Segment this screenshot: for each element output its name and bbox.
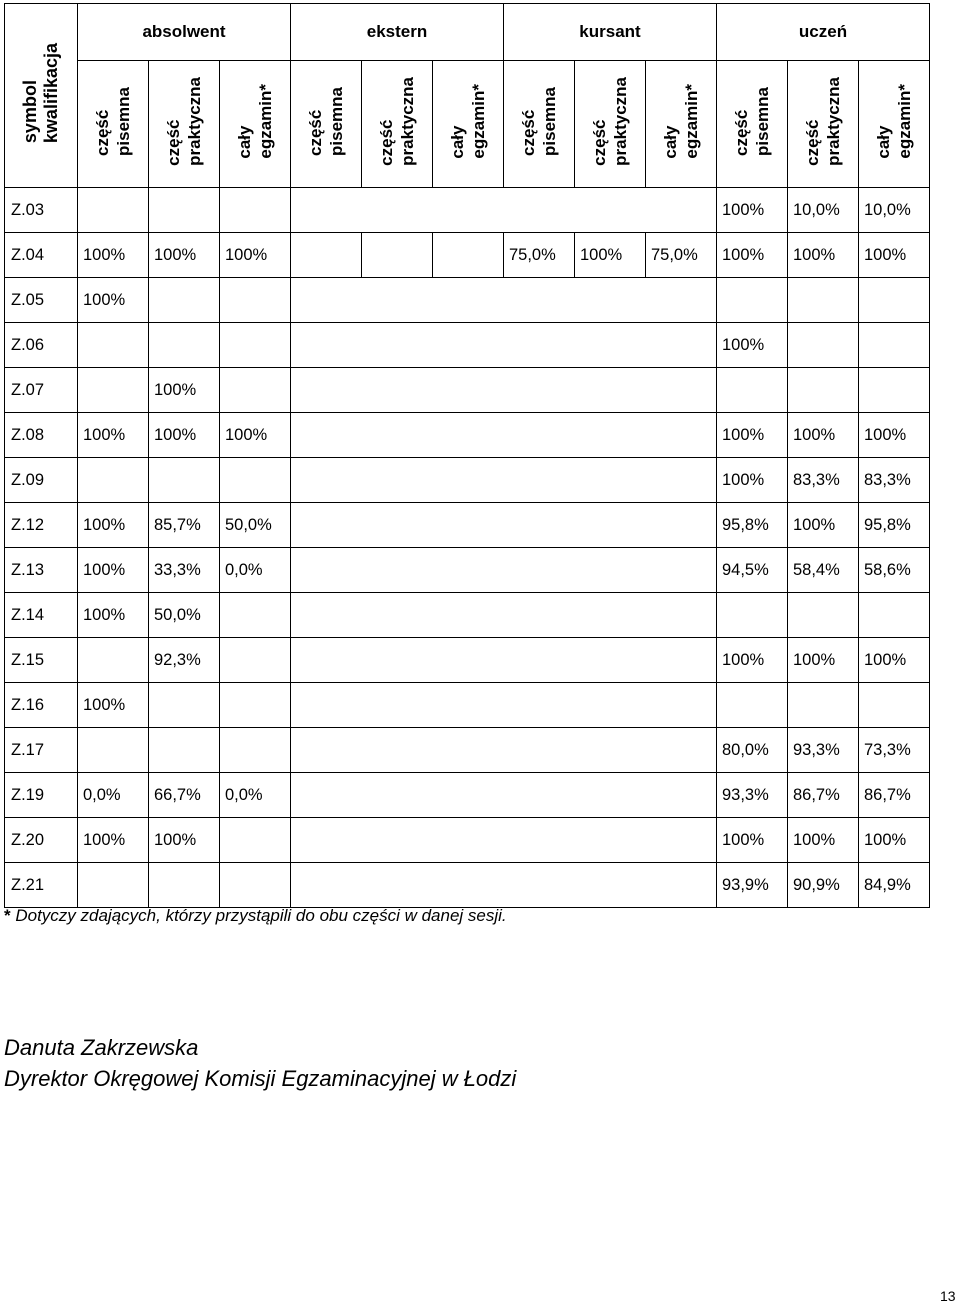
table-cell	[859, 368, 930, 413]
table-cell: 100%	[149, 413, 220, 458]
subheader-kursant-czesc-pisemna	[504, 61, 575, 188]
table-row	[5, 773, 930, 818]
table-cell: 84,9%	[859, 863, 930, 908]
table-cell: 75,0%	[646, 233, 717, 278]
table-cell	[220, 728, 291, 773]
subheader-absolwent-czesc-pisemna	[78, 61, 149, 188]
table-row	[5, 548, 930, 593]
subheader-label: część praktyczna	[590, 77, 630, 166]
table-row	[5, 503, 930, 548]
table-cell	[859, 323, 930, 368]
table-cell: 100%	[717, 233, 788, 278]
table-cell: 90,9%	[788, 863, 859, 908]
table-cell	[220, 188, 291, 233]
table-row	[5, 323, 930, 368]
table-cell	[78, 638, 149, 683]
table-cell: 100%	[78, 233, 149, 278]
row-symbol: Z.21	[5, 863, 78, 908]
table-cell: 0,0%	[220, 773, 291, 818]
table-row	[5, 413, 930, 458]
table-cell: 95,8%	[717, 503, 788, 548]
table-cell	[859, 683, 930, 728]
row-symbol: Z.05	[5, 278, 78, 323]
signature-title: Dyrektor Okręgowej Komisji Egzaminacyjnej w Łodzi	[4, 1066, 517, 1091]
table-cell	[433, 233, 504, 278]
table-cell: 58,4%	[788, 548, 859, 593]
subheader-ekstern-czesc-pisemna	[291, 61, 362, 188]
row-symbol: Z.15	[5, 638, 78, 683]
table-cell: 100%	[788, 818, 859, 863]
empty-merged-cell	[291, 368, 717, 413]
table-cell: 100%	[78, 593, 149, 638]
table-row	[5, 188, 930, 233]
table-row	[5, 368, 930, 413]
table-cell: 100%	[717, 638, 788, 683]
empty-merged-cell	[291, 188, 717, 233]
table-cell	[78, 863, 149, 908]
table-cell: 94,5%	[717, 548, 788, 593]
table-cell: 100%	[149, 233, 220, 278]
subheader-row	[5, 61, 930, 188]
table-cell	[291, 233, 362, 278]
table-cell: 100%	[859, 818, 930, 863]
table-cell	[149, 683, 220, 728]
subheader-kursant-caly-egzamin	[646, 61, 717, 188]
subheader-label: część praktyczna	[164, 77, 204, 166]
table-cell: 100%	[220, 233, 291, 278]
table-cell: 10,0%	[859, 188, 930, 233]
table-cell	[788, 593, 859, 638]
table-cell: 100%	[717, 818, 788, 863]
row-symbol: Z.16	[5, 683, 78, 728]
empty-merged-cell	[291, 503, 717, 548]
table-cell	[78, 188, 149, 233]
empty-merged-cell	[291, 323, 717, 368]
subheader-label: część pisemna	[306, 87, 346, 156]
subheader-uczen-caly-egzamin	[859, 61, 930, 188]
table-row	[5, 863, 930, 908]
table-cell: 100%	[788, 503, 859, 548]
table-cell	[149, 728, 220, 773]
table-cell: 83,3%	[788, 458, 859, 503]
subheader-label: część pisemna	[93, 87, 133, 156]
subheader-ekstern-caly-egzamin	[433, 61, 504, 188]
empty-merged-cell	[291, 458, 717, 503]
table-cell	[788, 323, 859, 368]
table-cell: 86,7%	[788, 773, 859, 818]
table-cell	[220, 863, 291, 908]
empty-merged-cell	[291, 683, 717, 728]
table-cell: 100%	[859, 638, 930, 683]
results-table	[4, 3, 930, 908]
table-cell	[220, 368, 291, 413]
empty-merged-cell	[291, 548, 717, 593]
row-symbol: Z.03	[5, 188, 78, 233]
subheader-uczen-czesc-pisemna	[717, 61, 788, 188]
table-cell: 10,0%	[788, 188, 859, 233]
row-symbol: Z.08	[5, 413, 78, 458]
subheader-label: cały egzamin*	[661, 84, 701, 159]
table-cell: 100%	[78, 503, 149, 548]
row-symbol: Z.13	[5, 548, 78, 593]
row-symbol: Z.12	[5, 503, 78, 548]
table-cell	[362, 233, 433, 278]
table-cell: 100%	[788, 638, 859, 683]
row-symbol: Z.07	[5, 368, 78, 413]
table-cell	[717, 683, 788, 728]
footnote-text: Dotyczy zdających, którzy przystąpili do obu części w danej sesji.	[10, 906, 507, 925]
row-symbol: Z.04	[5, 233, 78, 278]
table-cell: 100%	[717, 413, 788, 458]
group-header-ekstern: ekstern	[291, 4, 504, 61]
table-cell: 100%	[717, 188, 788, 233]
table-row	[5, 683, 930, 728]
table-cell	[220, 458, 291, 503]
table-cell: 85,7%	[149, 503, 220, 548]
table-cell	[220, 323, 291, 368]
empty-merged-cell	[291, 413, 717, 458]
table-cell	[788, 683, 859, 728]
table-cell: 83,3%	[859, 458, 930, 503]
table-cell: 100%	[788, 233, 859, 278]
footnote	[4, 906, 507, 926]
table-cell	[149, 863, 220, 908]
signature-name: Danuta Zakrzewska	[4, 1035, 199, 1060]
page-number: 13	[940, 1288, 956, 1304]
subheader-label: część praktyczna	[377, 77, 417, 166]
table-cell: 50,0%	[149, 593, 220, 638]
subheader-label: część pisemna	[732, 87, 772, 156]
row-symbol: Z.20	[5, 818, 78, 863]
empty-merged-cell	[291, 728, 717, 773]
table-cell	[788, 278, 859, 323]
row-symbol: Z.17	[5, 728, 78, 773]
table-cell: 50,0%	[220, 503, 291, 548]
table-cell	[149, 323, 220, 368]
table-cell: 100%	[78, 818, 149, 863]
empty-merged-cell	[291, 818, 717, 863]
subheader-label: cały egzamin*	[448, 84, 488, 159]
subheader-label: część pisemna	[519, 87, 559, 156]
table-cell: 100%	[859, 413, 930, 458]
row-symbol: Z.14	[5, 593, 78, 638]
table-row	[5, 638, 930, 683]
subheader-kursant-czesc-praktyczna	[575, 61, 646, 188]
table-cell: 100%	[149, 818, 220, 863]
table-cell: 33,3%	[149, 548, 220, 593]
table-row	[5, 233, 930, 278]
table-cell	[149, 458, 220, 503]
table-cell: 92,3%	[149, 638, 220, 683]
table-cell	[78, 368, 149, 413]
table-cell	[220, 638, 291, 683]
table-cell: 100%	[788, 413, 859, 458]
table-cell	[220, 593, 291, 638]
subheader-label: część praktyczna	[803, 77, 843, 166]
table-cell	[717, 593, 788, 638]
subheader-ekstern-czesc-praktyczna	[362, 61, 433, 188]
table-cell: 73,3%	[859, 728, 930, 773]
table-cell	[717, 278, 788, 323]
table-cell	[788, 368, 859, 413]
group-header-kursant: kursant	[504, 4, 717, 61]
table-cell	[717, 368, 788, 413]
table-row	[5, 278, 930, 323]
table-row	[5, 458, 930, 503]
table-row	[5, 818, 930, 863]
table-cell: 100%	[78, 683, 149, 728]
table-cell: 100%	[78, 548, 149, 593]
table-cell: 100%	[220, 413, 291, 458]
symbol-header: symbol kwalifikacja	[5, 4, 78, 188]
table-cell: 100%	[859, 233, 930, 278]
table-cell: 100%	[717, 323, 788, 368]
empty-merged-cell	[291, 593, 717, 638]
table-cell	[859, 278, 930, 323]
row-symbol: Z.09	[5, 458, 78, 503]
subheader-absolwent-caly-egzamin	[220, 61, 291, 188]
subheader-label: cały egzamin*	[235, 84, 275, 159]
subheader-absolwent-czesc-praktyczna	[149, 61, 220, 188]
subheader-label: cały egzamin*	[874, 84, 914, 159]
table-cell: 93,3%	[788, 728, 859, 773]
empty-merged-cell	[291, 278, 717, 323]
empty-merged-cell	[291, 863, 717, 908]
group-header-absolwent: absolwent	[78, 4, 291, 61]
empty-merged-cell	[291, 638, 717, 683]
footnote-star: *	[4, 906, 11, 925]
table-cell: 100%	[717, 458, 788, 503]
table-cell: 75,0%	[504, 233, 575, 278]
table-cell: 93,9%	[717, 863, 788, 908]
table-cell	[78, 323, 149, 368]
table-cell: 95,8%	[859, 503, 930, 548]
table-cell	[859, 593, 930, 638]
table-cell: 100%	[78, 278, 149, 323]
table-cell: 0,0%	[220, 548, 291, 593]
table-row	[5, 728, 930, 773]
table-cell	[149, 278, 220, 323]
table-cell: 0,0%	[78, 773, 149, 818]
table-cell: 100%	[149, 368, 220, 413]
table-cell	[149, 188, 220, 233]
subheader-uczen-czesc-praktyczna	[788, 61, 859, 188]
table-cell: 80,0%	[717, 728, 788, 773]
table-cell	[220, 683, 291, 728]
table-cell	[78, 458, 149, 503]
table-cell: 93,3%	[717, 773, 788, 818]
row-symbol: Z.06	[5, 323, 78, 368]
table-cell: 66,7%	[149, 773, 220, 818]
table-cell: 86,7%	[859, 773, 930, 818]
table-cell: 100%	[575, 233, 646, 278]
table-row	[5, 593, 930, 638]
table-cell: 100%	[78, 413, 149, 458]
group-header-uczen: uczeń	[717, 4, 930, 61]
table-cell	[220, 818, 291, 863]
table-cell	[78, 728, 149, 773]
table-cell	[220, 278, 291, 323]
empty-merged-cell	[291, 773, 717, 818]
row-symbol: Z.19	[5, 773, 78, 818]
table-cell: 58,6%	[859, 548, 930, 593]
